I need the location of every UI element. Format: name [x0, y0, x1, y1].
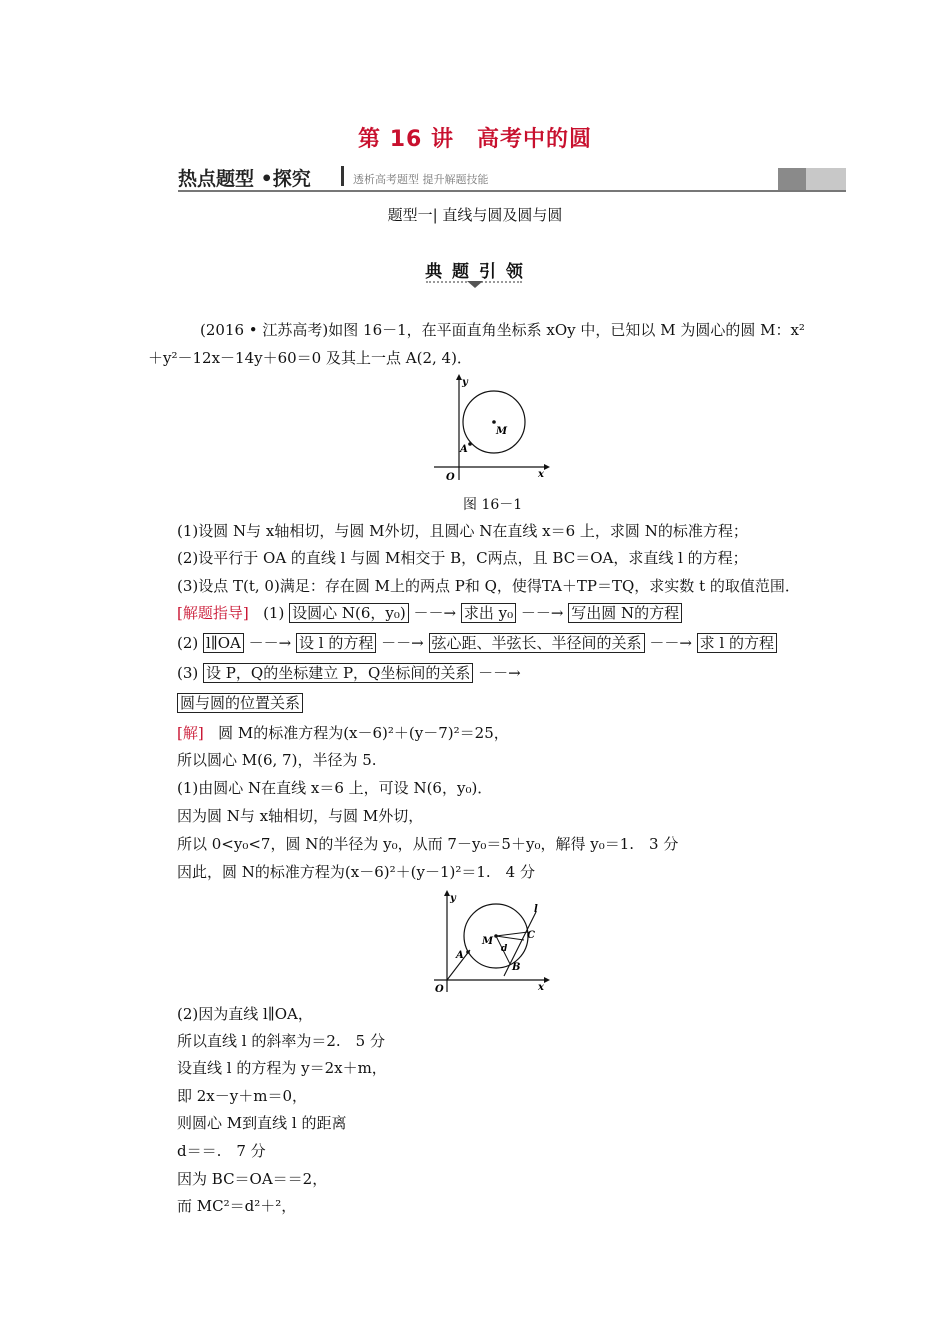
hint-4-box-1: 圆与圆的位置关系	[177, 693, 303, 713]
page-title: 第 16 讲 高考中的圆	[358, 127, 592, 152]
problem-line-1: (2016 • 江苏高考)如图 16－1，在平面直角坐标系 xOy 中，已知以 M 为圆心的圆 M：x²	[200, 321, 805, 339]
hint-1-box-2: 求出 y₀	[461, 603, 516, 623]
banner-title: 热点题型 •探究	[178, 168, 311, 190]
m-label: M	[496, 426, 508, 437]
question-3: (3)设点 T(t, 0)满足：存在圆 M上的两点 P和 Q，使得TA＋TP＝TQ，求实数 t 的取值范围．	[177, 577, 800, 595]
banner-subtitle: 透析高考题型 提升解题技能	[353, 173, 489, 186]
figure-2	[428, 888, 552, 1000]
a-label: A	[456, 950, 464, 961]
hint-3-box-1: 设 P，Q的坐标建立 P，Q坐标间的关系	[203, 663, 473, 683]
solution-text: 圆 M的标准方程为(x－6)²＋(y－7)²＝25，	[218, 724, 509, 742]
section-heading: 题型一| 直线与圆及圆与圆	[387, 206, 563, 224]
hint-2-box-1: l∥OA	[203, 633, 244, 653]
solution-line-13: 而 MC²＝d²＋²，	[177, 1197, 297, 1215]
figure-16-1	[428, 372, 552, 488]
segment-mc	[496, 932, 528, 936]
a-label: A	[460, 444, 468, 455]
hint-2-box-2: 设 l 的方程	[296, 633, 376, 653]
x-label: x	[538, 982, 544, 993]
hint-arrow: －－→	[520, 604, 564, 622]
segment-d	[496, 936, 524, 940]
banner-block-dark	[778, 168, 806, 190]
solution-line-0	[177, 723, 509, 743]
d-label: d	[501, 944, 508, 954]
hint-1-box-3: 写出圆 N的方程	[568, 603, 682, 623]
hint-line-1	[177, 603, 682, 623]
banner-divider	[341, 166, 344, 186]
hint-line-2	[177, 633, 777, 653]
hint-line-4	[177, 693, 303, 713]
figure-caption: 图 16－1	[463, 497, 523, 513]
solution-label: [解]	[177, 724, 204, 742]
lead-heading: 典 题 引 领	[425, 262, 525, 282]
hint-arrow: －－→	[381, 634, 424, 652]
hint-2-box-4: 求 l 的方程	[697, 633, 777, 653]
hint-1-box-1: 设圆心 N(6，y₀)	[289, 603, 409, 623]
solution-line-5: 因此，圆 N的标准方程为(x－6)²＋(y－1)²＝1. 4 分	[177, 863, 535, 881]
hint-arrow: －－→	[649, 634, 692, 652]
lead-triangle-icon	[467, 281, 483, 288]
x-label: x	[538, 469, 544, 480]
solution-line-12: 因为 BC＝OA＝＝2，	[177, 1170, 328, 1188]
m-label: M	[482, 936, 494, 947]
solution-line-9: 即 2x－y＋m＝0，	[177, 1087, 308, 1105]
question-2: (2)设平行于 OA 的直线 l 与圆 M相交于 B，C两点，且 BC＝OA，求直线 l 的方程；	[177, 549, 748, 567]
solution-line-8: 设直线 l 的方程为 y＝2x＋m，	[177, 1059, 387, 1077]
hint-1-prefix: (1)	[263, 604, 285, 622]
solution-line-2: (1)由圆心 N在直线 x＝6 上，可设 N(6，y₀)．	[177, 779, 493, 797]
hint-arrow: －－→	[248, 634, 292, 652]
y-label: y	[462, 377, 468, 388]
solution-line-11: d＝＝. 7 分	[177, 1142, 266, 1160]
problem-line-2: ＋y²－12x－14y＋60＝0 及其上一点 A(2, 4)．	[148, 349, 472, 367]
hint-2-box-3: 弦心距、半弦长、半径间的关系	[429, 633, 645, 653]
banner-block-light	[806, 168, 846, 190]
question-1: (1)设圆 N与 x轴相切，与圆 M外切，且圆心 N在直线 x＝6 上，求圆 N的标准方程；	[177, 522, 748, 540]
hint-line-3	[177, 663, 521, 683]
solution-line-1: 所以圆心 M(6, 7)，半径为 5.	[177, 751, 377, 769]
solution-line-4: 所以 0<y₀<7，圆 N的半径为 y₀，从而 7－y₀＝5＋y₀，解得 y₀＝1. 3 分	[177, 835, 679, 853]
hint-arrow: －－→	[413, 604, 457, 622]
solution-line-3: 因为圆 N与 x轴相切，与圆 M外切，	[177, 807, 424, 825]
hint-2-prefix: (2)	[177, 634, 199, 652]
hint-label: [解题指导]	[177, 604, 249, 622]
origin-label: O	[446, 472, 455, 483]
solution-line-6: (2)因为直线 l∥OA，	[177, 1005, 313, 1023]
section-banner	[178, 162, 846, 194]
origin-label: O	[435, 984, 444, 995]
c-label: C	[527, 930, 535, 941]
banner-underline	[178, 190, 846, 192]
b-label: B	[512, 962, 521, 973]
y-label: y	[450, 893, 456, 904]
l-label: l	[534, 904, 538, 915]
hint-arrow: －－→	[478, 664, 521, 682]
solution-line-10: 则圆心 M到直线 l 的距离	[177, 1114, 347, 1132]
solution-line-7: 所以直线 l 的斜率为＝2. 5 分	[177, 1032, 385, 1050]
hint-3-prefix: (3)	[177, 664, 199, 682]
